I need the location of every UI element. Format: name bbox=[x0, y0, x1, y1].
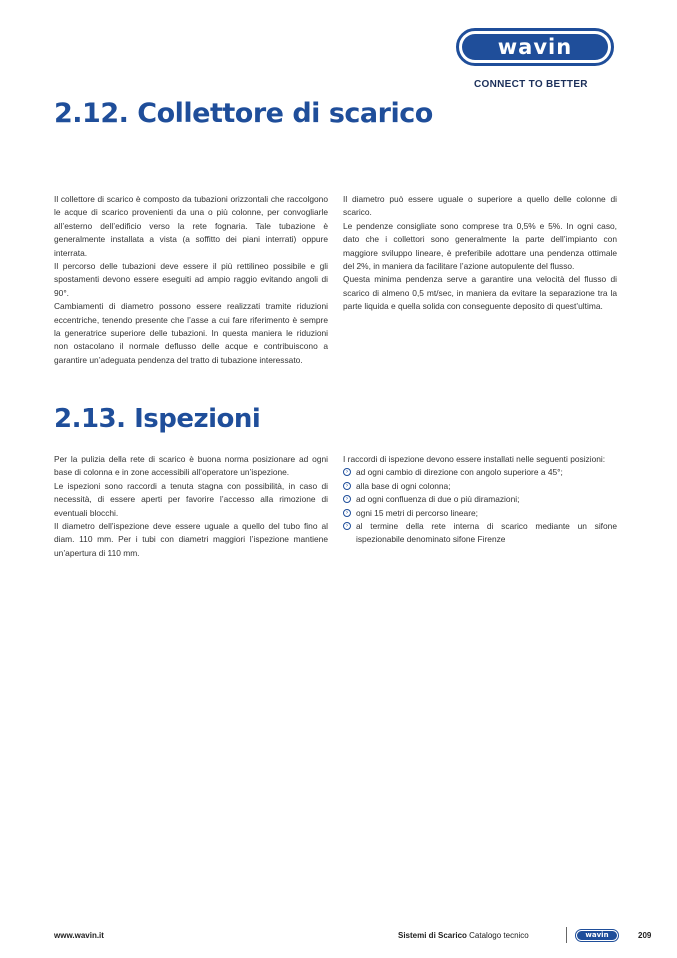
paragraph: Il collettore di scarico è composto da tubazioni orizzontali che raccolgono le acque di scarico provenienti da una o più colonne, per convogliarle all’esterno dell’edificio verso la rete fognaria. Tale tubazione è generalmente installata a vista (a soffitto dei piani interrati) oppure interrata. bbox=[54, 194, 328, 258]
paragraph: Le ispezioni sono raccordi a tenuta stagna con possibilità, in caso di necessità, di essere aperti per favorire l’accesso alla rimozione di eventuali blocchi. bbox=[54, 480, 328, 518]
footer-catalog-title bbox=[398, 931, 529, 940]
circled-arrow-icon: › bbox=[343, 482, 351, 490]
inspection-positions-list bbox=[343, 466, 617, 546]
list-item-text: alla base di ogni colonna; bbox=[356, 480, 451, 491]
paragraph: Il diametro può essere uguale o superiore a quello delle colonne di scarico. bbox=[343, 194, 617, 218]
list-item bbox=[343, 466, 617, 479]
list-item bbox=[343, 480, 617, 493]
paragraph: Le pendenze consigliate sono comprese tra 0,5% e 5%. In ogni caso, dato che i collettori sono generalmente la parte dell’impianto con maggiore sviluppo lineare, è preferibile adottare una pendenza ottimale del 2%, in maniera da facilitare l’azione autopulente del flusso. bbox=[343, 220, 617, 272]
ispezioni-right-column bbox=[343, 453, 617, 547]
page-number: 209 bbox=[638, 931, 652, 940]
circled-arrow-icon: › bbox=[343, 468, 351, 476]
footer-divider bbox=[566, 927, 567, 943]
collettore-right-column bbox=[343, 193, 617, 314]
logo-text: wavin bbox=[462, 34, 608, 60]
footer-website[interactable]: www.wavin.it bbox=[54, 931, 104, 940]
list-item-text: ad ogni cambio di direzione con angolo superiore a 45°; bbox=[356, 467, 563, 478]
section-title-ispezioni: 2.13. Ispezioni bbox=[54, 404, 261, 434]
paragraph: Questa minima pendenza serve a garantire una velocità del flusso di scarico di almeno 0,5 mt/sec, in maniera da evitare la separazione tra la parte liquida e quella solida con conseguente deposito di quest’ultima. bbox=[343, 274, 617, 312]
footer-catalog-bold: Sistemi di Scarico bbox=[398, 931, 467, 940]
footer-wavin-logo bbox=[575, 929, 619, 942]
section-title-collettore: 2.12. Collettore di scarico bbox=[54, 98, 433, 129]
circled-arrow-icon: › bbox=[343, 495, 351, 503]
footer-logo-text: wavin bbox=[577, 931, 617, 940]
paragraph: Il percorso delle tubazioni deve essere il più rettilineo possibile e gli spostamenti devono essere eseguiti ad ampio raggio evitando angoli di 90°. bbox=[54, 261, 328, 298]
ispezioni-left-column bbox=[54, 453, 328, 560]
list-item-text: ad ogni confluenza di due o più diramazioni; bbox=[356, 494, 520, 505]
list-item bbox=[343, 520, 617, 547]
list-intro: I raccordi di ispezione devono essere installati nelle seguenti posizioni: bbox=[343, 454, 606, 464]
circled-arrow-icon: › bbox=[343, 509, 351, 517]
collettore-left-column bbox=[54, 193, 328, 367]
paragraph: Il diametro dell’ispezione deve essere uguale a quello del tubo fino al diam. 110 mm. Per i tubi con diametri maggiori l’ispezione mantiene un’apertura di 110 mm. bbox=[54, 521, 328, 558]
list-item bbox=[343, 507, 617, 520]
footer-catalog-rest: Catalogo tecnico bbox=[466, 931, 529, 940]
list-item bbox=[343, 493, 617, 506]
list-item-text: al termine della rete interna di scarico mediante un sifone ispezionabile denominato sifone Firenze bbox=[356, 521, 617, 545]
tagline: CONNECT TO BETTER bbox=[474, 79, 588, 90]
paragraph: Cambiamenti di diametro possono essere realizzati tramite riduzioni eccentriche, tenendo presente che l’asse a cui fare riferimento è sempre la generatrice superiore delle tubazioni. In questa maniera le riduzioni non ostacolano il normale deflusso delle acque e contribuiscono a garantire un’adeguata pendenza del tratto di tubazione interessato. bbox=[54, 301, 328, 365]
circled-arrow-icon: › bbox=[343, 522, 351, 530]
list-item-text: ogni 15 metri di percorso lineare; bbox=[356, 507, 478, 518]
wavin-logo bbox=[456, 28, 614, 66]
paragraph: Per la pulizia della rete di scarico è buona norma posizionare ad ogni base di colonna e in zone accessibili all’operatore un’ispezione. bbox=[54, 454, 328, 478]
header-logo bbox=[456, 28, 618, 66]
